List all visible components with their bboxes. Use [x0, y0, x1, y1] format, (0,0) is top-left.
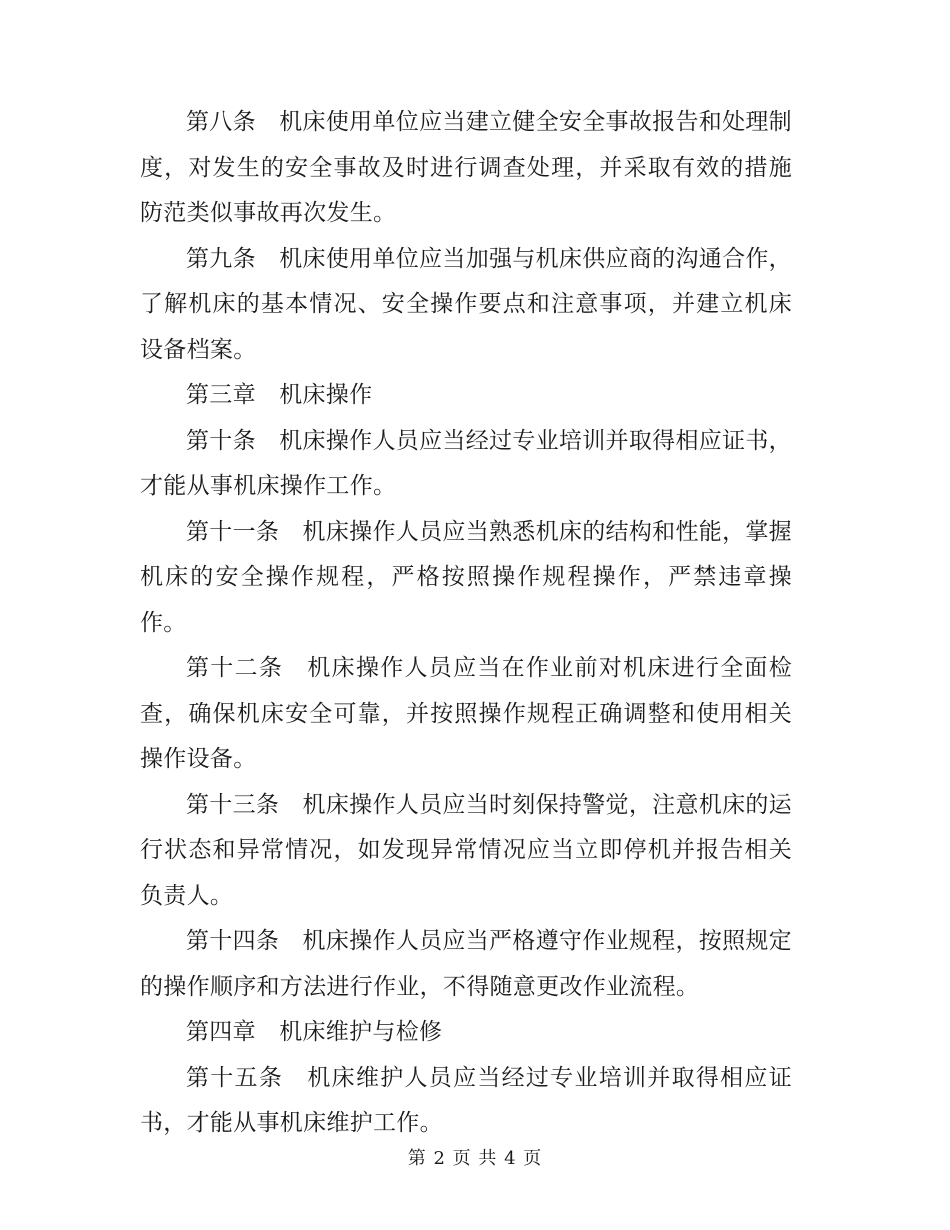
article-15-paragraph: 第十五条 机床维护人员应当经过专业培训并取得相应证书，才能从事机床维护工作。: [140, 1064, 792, 1136]
article-11-paragraph: 第十一条 机床操作人员应当熟悉机床的结构和性能，掌握机床的安全操作规程，严格按照操作规程操作，严禁违章操作。: [140, 518, 792, 636]
article-9-paragraph: 第九条 机床使用单位应当加强与机床供应商的沟通合作，了解机床的基本情况、安全操作要点和注意事项，并建立机床设备档案。: [140, 245, 792, 363]
article-13-paragraph: 第十三条 机床操作人员应当时刻保持警觉，注意机床的运行状态和异常情况，如发现异常情况应当立即停机并报告相关负责人。: [140, 791, 792, 909]
page-footer: [0, 1147, 950, 1171]
article-10-paragraph: 第十条 机床操作人员应当经过专业培训并取得相应证书，才能从事机床操作工作。: [140, 427, 792, 499]
article-14-paragraph: 第十四条 机床操作人员应当严格遵守作业规程，按照规定的操作顺序和方法进行作业，不得随意更改作业流程。: [140, 928, 792, 1000]
document-body: [140, 100, 792, 1147]
article-8-paragraph: 第八条 机床使用单位应当建立健全安全事故报告和处理制度，对发生的安全事故及时进行调查处理，并采取有效的措施防范类似事故再次发生。: [140, 109, 792, 226]
chapter-3-heading: 第三章 机床操作: [186, 382, 373, 408]
chapter-4-heading: 第四章 机床维护与检修: [186, 1019, 443, 1045]
article-12-paragraph: 第十二条 机床操作人员应当在作业前对机床进行全面检查，确保机床安全可靠，并按照操作规程正确调整和使用相关操作设备。: [140, 655, 792, 772]
page-number-label: 第 2 页 共 4 页: [407, 1148, 543, 1169]
